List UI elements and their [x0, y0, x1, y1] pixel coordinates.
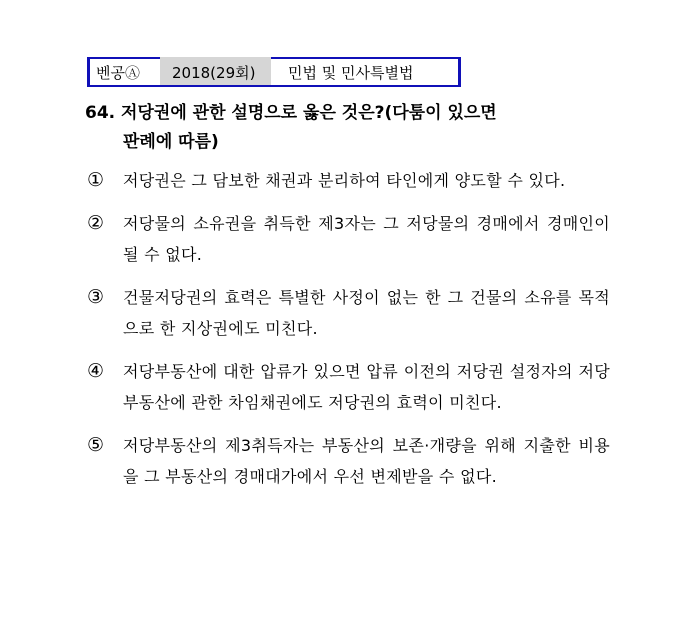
option-marker: ⑤: [87, 434, 105, 456]
option-text: 저당부동산에 대한 압류가 있으면 압류 이전의 저당권 설정자의 저당부동산에 관한 차임채권에도 저당권의 효력이 미친다.: [123, 362, 610, 412]
question-number: 64.: [85, 103, 116, 123]
header-subject: 민법 및 민사특별법: [271, 57, 461, 87]
question-text-line-2: 판례에 따름): [123, 132, 219, 152]
option-1[interactable]: [85, 165, 610, 196]
answer-options: [85, 165, 610, 504]
option-text: 건물저당권의 효력은 특별한 사정이 없는 한 그 건물의 소유를 목적으로 한 지상권에도 미친다.: [123, 288, 610, 338]
option-3[interactable]: [85, 282, 610, 344]
option-2[interactable]: [85, 208, 610, 270]
exam-header: [87, 57, 461, 87]
header-exam-round: 2018(29회): [160, 57, 271, 87]
option-marker: ③: [87, 286, 105, 308]
option-4[interactable]: [85, 356, 610, 418]
option-text: 저당부동산의 제3취득자는 부동산의 보존·개량을 위해 지출한 비용을 그 부동산의 경매대가에서 우선 변제받을 수 없다.: [123, 436, 610, 486]
question-text-line-1: 저당권에 관한 설명으로 옳은 것은?(다툼이 있으면: [121, 103, 497, 123]
option-text: 저당물의 소유권을 취득한 제3자는 그 저당물의 경매에서 경매인이 될 수 없다.: [123, 214, 610, 264]
question-stem: [85, 99, 605, 157]
header-tag: 벤공Ⓐ: [87, 57, 160, 87]
option-5[interactable]: [85, 430, 610, 492]
option-text: 저당권은 그 담보한 채권과 분리하여 타인에게 양도할 수 있다.: [123, 171, 566, 190]
option-marker: ②: [87, 212, 105, 234]
option-marker: ④: [87, 360, 105, 382]
question-line-1: [85, 99, 605, 128]
option-marker: ①: [87, 169, 105, 191]
